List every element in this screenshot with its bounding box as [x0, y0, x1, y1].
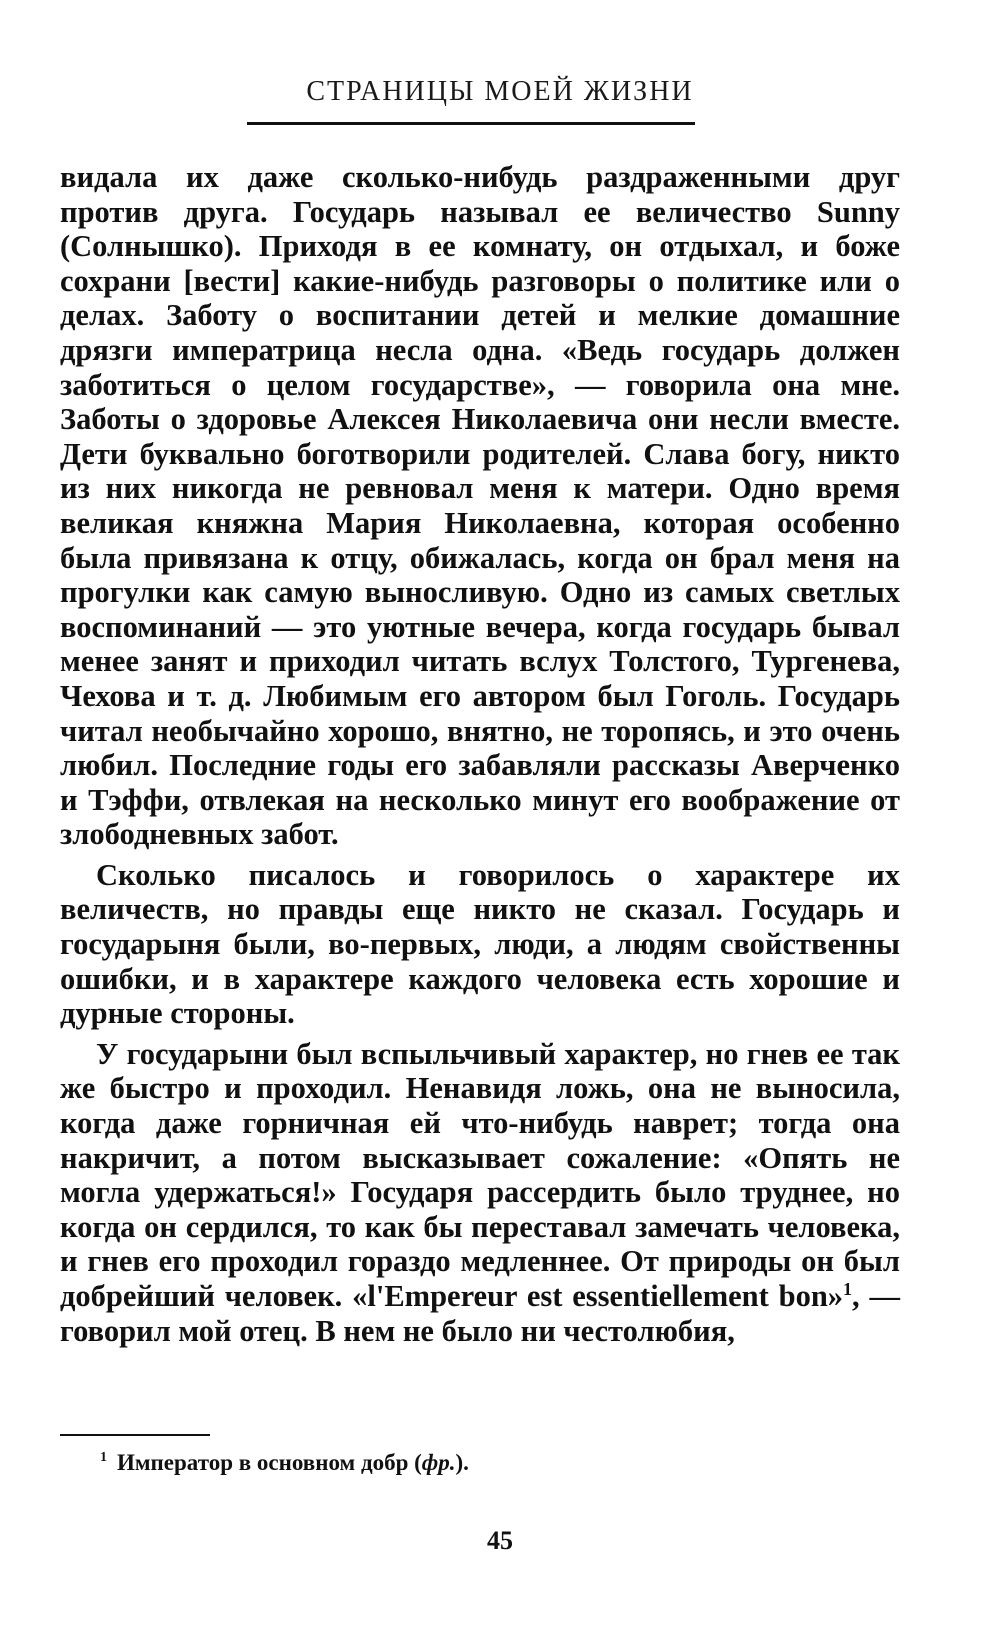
paragraph-3 [60, 1037, 900, 1348]
footnote-mark: 1 [100, 1450, 107, 1466]
footnote-lang: фр. [421, 1450, 456, 1475]
header-rule [247, 122, 695, 125]
page-number: 45 [487, 1526, 513, 1555]
paragraph-3-main: У государыни был вспыльчивый характер, но гнев ее так же быстро и проходил. Ненавидя ложь, она не выносила, когда даже горничная ей что-нибудь наврет; тогда она накричит, а потом высказывает сожаление: «Опять не могла удержаться!» Государя рассердить было труднее, но когда он сердился, то как бы переставал замечать человека, и гнев его проходил гораздо медленнее. От природы он был добрейший человек. «l'Empereur est essentiellement bon» [60, 1036, 900, 1313]
footnote [100, 1450, 900, 1476]
running-head-title: СТРАНИЦЫ МОЕЙ ЖИЗНИ [306, 76, 694, 107]
paragraph-1: видала их даже сколько-нибудь раздраженными друг против друга. Государь называл ее величество Sunny (Солнышко). Приходя в ее комнату, он отдыхал, и боже сохрани [вести] какие-нибудь разговоры о политике или о делах. Заботу о воспитании детей и мелкие домашние дрязги императрица несла одна. «Ведь государь должен заботиться о целом государстве», — говорила она мне. Заботы о здоровье Алексея Николаевича они несли вместе. Дети буквально боготворили родителей. Слава богу, никто из них никогда не ревновал меня к матери. Одно время великая княжна Мария Николаевна, которая особенно была привязана к отцу, обижалась, когда он брал меня на прогулки как самую выносливую. Одно из самых светлых воспоминаний — это уютные вечера, когда государь бывал менее занят и приходил читать вслух Толстого, Тургенева, Чехова и т. д. Любимым его автором был Гоголь. Государь читал необычайно хорошо, внятно, не торопясь, и это очень любил. Последние годы его забавляли рассказы Аверченко и Тэффи, отвлекая на несколько минут его воображение от злободневных забот. [60, 160, 900, 852]
footnote-rule [60, 1434, 210, 1436]
body-text [60, 160, 900, 1348]
paragraph-2: Сколько писалось и говорилось о характере их величеств, но правды еще никто не сказал. Государь и государыня были, во-первых, люди, а людям свойственны ошибки, и в характере каждого человека есть хорошие и дурные стороны. [60, 857, 900, 1031]
paragraph-3-tail: , — говорил мой отец. В нем не было ни честолюбия, [60, 1279, 900, 1348]
footnote-close: ). [455, 1450, 469, 1475]
footnote-reference: 1 [843, 1278, 853, 1299]
footnote-text: Император в основном добр ( [117, 1450, 422, 1475]
